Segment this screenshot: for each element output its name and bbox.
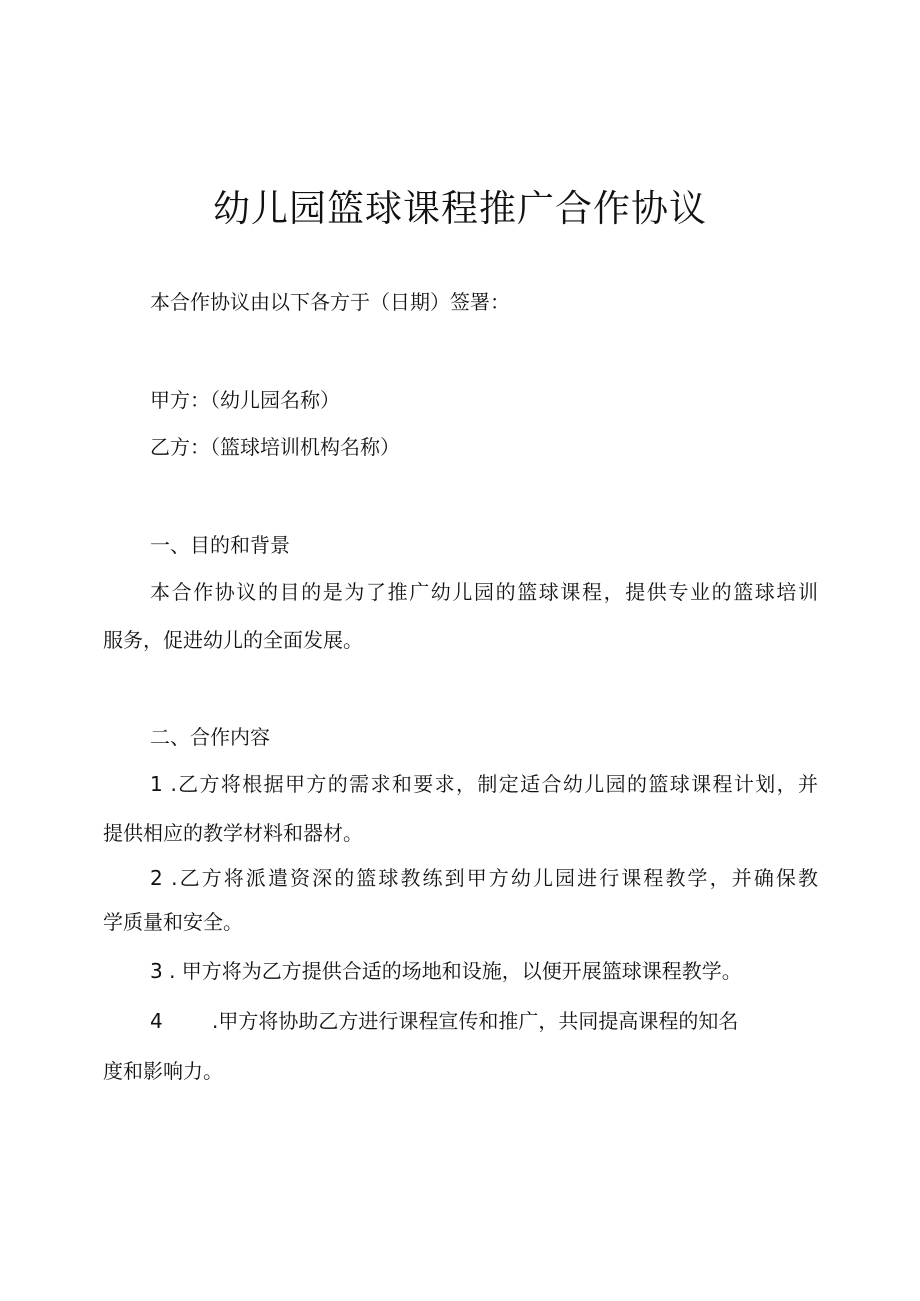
party-a: 甲方：（幼儿园名称） [150,388,340,412]
item-2-line2: 学质量和安全。 [103,910,243,934]
item-1-line2: 提供相应的教学材料和器材。 [103,821,363,845]
section1-heading: 一、目的和背景 [150,533,290,557]
document-title: 幼儿园篮球课程推广合作协议 [213,187,707,230]
item-1-line1: 1 .乙方将根据甲方的需求和要求，制定适合幼儿园的篮球课程计划，并 [150,772,818,796]
item-4-number: 4 [150,1009,163,1033]
item-4-text: .甲方将协助乙方进行课程宣传和推广，共同提高课程的知名 [212,1009,739,1033]
item-3: 3 . 甲方将为乙方提供合适的场地和设施，以便开展篮球课程教学。 [150,959,742,983]
section1-paragraph-line2: 服务，促进幼儿的全面发展。 [103,628,363,652]
section1-paragraph-line1: 本合作协议的目的是为了推广幼儿园的篮球课程，提供专业的篮球培训 [150,580,818,604]
intro-text: 本合作协议由以下各方于（日期）签署： [150,290,510,314]
section2-heading: 二、合作内容 [150,725,270,749]
item-2-line1: 2 .乙方将派遣资深的篮球教练到甲方幼儿园进行课程教学，并确保教 [150,866,818,890]
item-4-line2: 度和影响力。 [103,1059,223,1083]
item-4-line1 [150,1005,738,1034]
party-b: 乙方：（篮球培训机构名称） [150,435,400,459]
